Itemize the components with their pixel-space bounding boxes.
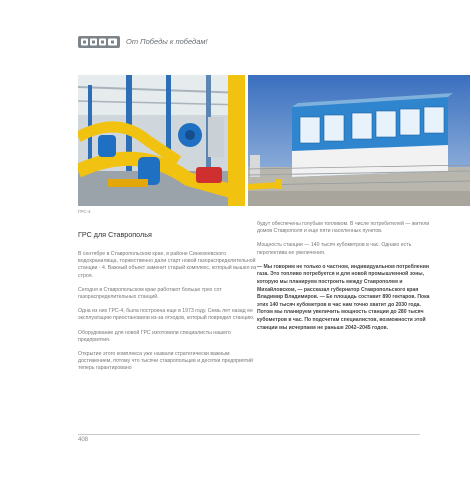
photo-strip (78, 75, 470, 206)
paragraph: Открытие этого комплекса уже назвали стратегически важным достижением, потому что тысячи ставропольцев и десятки предприятий теперь гарантировано (78, 351, 253, 372)
photo-caption: ГРС-4 (78, 209, 91, 214)
page-header (78, 36, 418, 52)
article-title: ГРС для Ставрополья (78, 230, 152, 239)
paragraph: Оборудование для новой ГРС изготовили специалисты нашего предприятия. (78, 329, 231, 343)
photo-gas-station-interior (78, 75, 245, 206)
footer-divider (78, 434, 420, 435)
article-left-column (78, 251, 263, 380)
paragraph: Одна из них ГРС-4, была построена еще в 1973 году. Семь лет назад ее эксплуатацию приостановили из-за отходов, который повредил станцию. (78, 308, 255, 322)
paragraph: В сентябре в Ставропольском крае, в районе Синюхеевского водохранилища, торжественно дали старт новой газораспределительной станции - 4. Важный объект заменит старый комплекс, который вышел из строя. (78, 251, 257, 279)
paragraph: будут обеспечены голубым топливом. В числе потребителей — жители домов Ставрополя и еще пяти населенных пунктов. (257, 221, 430, 235)
paragraph: Мощность станции — 140 тысяч кубометров в час. Однако есть перспектива ее увеличения. (257, 242, 412, 256)
paragraph: Сегодня в Ставропольском крае работают больше трех сот газораспределительных станций. (78, 286, 222, 301)
company-logo (78, 36, 120, 48)
photo-gas-station-building (248, 75, 470, 206)
article-right-column (257, 221, 435, 339)
governor-quote: — Мы говорим не только о частном, индивидуальном потреблении газа. Это топливо потребуется и для новой промышленной зоны, которую мы планируем построить между Ставрополем и Михайловском, — рассказал губернатор Ставропольского края Владимир Владимиров. — Ее площадь составит 890 гектаров. Пока этих 140 тысяч кубометров в час нам точно хватит до 2030 года. Потом мы планируем увеличить мощность станции до 280 тысяч кубометров в час. По подсчетам специалистов, возможности этой станции мы исчерпаем не раньше 2042–2045 годов. (257, 263, 430, 331)
header-tagline: От Победы к победам! (126, 37, 208, 46)
page-number: 408 (78, 437, 89, 443)
